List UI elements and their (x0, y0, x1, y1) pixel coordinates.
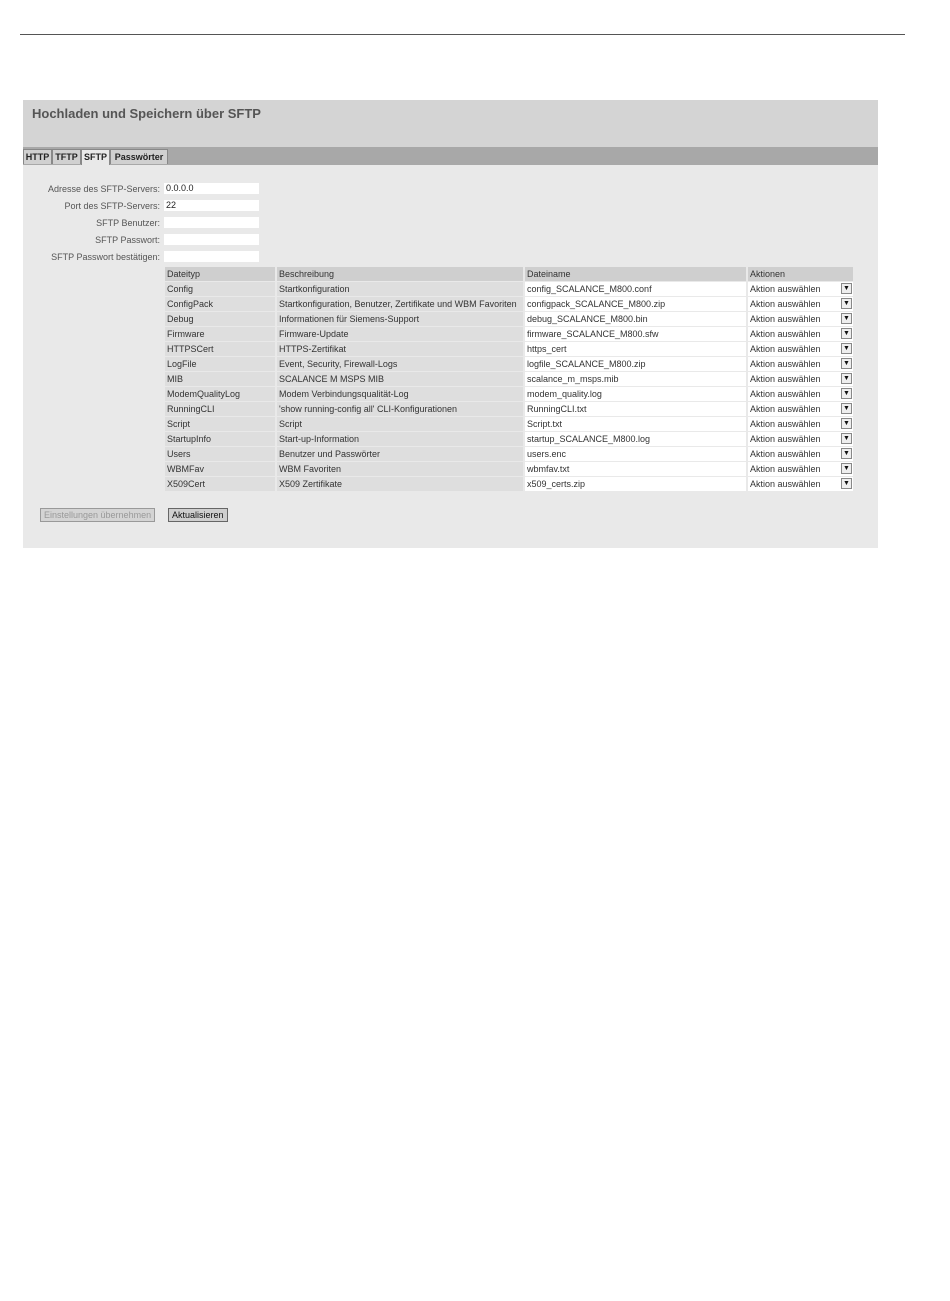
action-select-value: Aktion auswählen (750, 419, 821, 429)
description-cell: Firmware-Update (277, 327, 523, 341)
table-row (165, 282, 853, 296)
action-select-value: Aktion auswählen (750, 404, 821, 414)
page-top-rule (20, 34, 905, 35)
table-row (165, 297, 853, 311)
tab-tftp[interactable]: TFTP (52, 149, 81, 164)
action-select-value: Aktion auswählen (750, 359, 821, 369)
chevron-down-icon[interactable]: ▼ (841, 478, 852, 489)
file-type-cell: ConfigPack (165, 297, 275, 311)
file-type-cell: StartupInfo (165, 432, 275, 446)
table-row (165, 447, 853, 461)
file-type-cell: Script (165, 417, 275, 431)
chevron-down-icon[interactable]: ▼ (841, 448, 852, 459)
sftp-password-confirm-input[interactable] (164, 251, 259, 262)
table-header-row (165, 267, 853, 281)
action-select[interactable] (748, 387, 853, 401)
action-select[interactable] (748, 417, 853, 431)
description-cell: Benutzer und Passwörter (277, 447, 523, 461)
file-type-cell: Users (165, 447, 275, 461)
table-row (165, 417, 853, 431)
table-row (165, 327, 853, 341)
sftp-password-confirm-label: SFTP Passwort bestätigen: (51, 252, 160, 262)
header-aktionen: Aktionen (748, 267, 853, 281)
action-select-value: Aktion auswählen (750, 449, 821, 459)
description-cell: Event, Security, Firewall-Logs (277, 357, 523, 371)
filename-input[interactable]: scalance_m_msps.mib (525, 372, 746, 386)
action-select[interactable] (748, 327, 853, 341)
action-select[interactable] (748, 357, 853, 371)
file-type-cell: LogFile (165, 357, 275, 371)
table-row (165, 357, 853, 371)
filename-input[interactable]: x509_certs.zip (525, 477, 746, 491)
panel-header (23, 100, 878, 147)
filename-input[interactable]: RunningCLI.txt (525, 402, 746, 416)
chevron-down-icon[interactable]: ▼ (841, 313, 852, 324)
action-select[interactable] (748, 297, 853, 311)
server-address-label: Adresse des SFTP-Servers: (47, 184, 160, 194)
sftp-panel (23, 100, 878, 548)
filename-input[interactable]: wbmfav.txt (525, 462, 746, 476)
description-cell: Startkonfiguration (277, 282, 523, 296)
sftp-user-input[interactable] (164, 217, 259, 228)
server-port-label: Port des SFTP-Servers: (64, 201, 160, 211)
description-cell: 'show running-config all' CLI-Konfigurationen (277, 402, 523, 416)
table-row (165, 387, 853, 401)
server-port-input[interactable] (164, 200, 259, 211)
file-type-cell: RunningCLI (165, 402, 275, 416)
filename-input[interactable]: startup_SCALANCE_M800.log (525, 432, 746, 446)
chevron-down-icon[interactable]: ▼ (841, 403, 852, 414)
tab-bar (23, 147, 878, 165)
description-cell: Informationen für Siemens-Support (277, 312, 523, 326)
sftp-password-input[interactable] (164, 234, 259, 245)
filename-input[interactable]: config_SCALANCE_M800.conf (525, 282, 746, 296)
chevron-down-icon[interactable]: ▼ (841, 388, 852, 399)
header-dateityp: Dateityp (165, 267, 275, 281)
action-select-value: Aktion auswählen (750, 479, 821, 489)
table-row (165, 342, 853, 356)
filename-input[interactable]: firmware_SCALANCE_M800.sfw (525, 327, 746, 341)
chevron-down-icon[interactable]: ▼ (841, 358, 852, 369)
action-select-value: Aktion auswählen (750, 314, 821, 324)
table-row (165, 372, 853, 386)
action-select[interactable] (748, 342, 853, 356)
tab-http[interactable]: HTTP (23, 149, 52, 164)
sftp-password-label: SFTP Passwort: (95, 235, 160, 245)
filename-input[interactable]: configpack_SCALANCE_M800.zip (525, 297, 746, 311)
description-cell: X509 Zertifikate (277, 477, 523, 491)
action-select[interactable] (748, 312, 853, 326)
filename-input[interactable]: modem_quality.log (525, 387, 746, 401)
action-select-value: Aktion auswählen (750, 344, 821, 354)
tab-passwoerter[interactable]: Passwörter (110, 149, 168, 164)
action-select[interactable] (748, 372, 853, 386)
description-cell: HTTPS-Zertifikat (277, 342, 523, 356)
action-select-value: Aktion auswählen (750, 389, 821, 399)
file-type-cell: X509Cert (165, 477, 275, 491)
action-select-value: Aktion auswählen (750, 299, 821, 309)
server-address-input[interactable] (164, 183, 259, 194)
description-cell: WBM Favoriten (277, 462, 523, 476)
action-select-value: Aktion auswählen (750, 284, 821, 294)
table-row (165, 312, 853, 326)
action-select[interactable] (748, 462, 853, 476)
file-type-cell: HTTPSCert (165, 342, 275, 356)
action-select-value: Aktion auswählen (750, 329, 821, 339)
action-select[interactable] (748, 402, 853, 416)
action-select[interactable] (748, 282, 853, 296)
action-select[interactable] (748, 477, 853, 491)
chevron-down-icon[interactable]: ▼ (841, 298, 852, 309)
tab-sftp[interactable]: SFTP (81, 149, 110, 165)
header-beschreibung: Beschreibung (277, 267, 523, 281)
action-select[interactable] (748, 447, 853, 461)
file-type-cell: Debug (165, 312, 275, 326)
description-cell: Modem Verbindungsqualität-Log (277, 387, 523, 401)
filename-input[interactable]: users.enc (525, 447, 746, 461)
chevron-down-icon[interactable]: ▼ (841, 328, 852, 339)
action-select-value: Aktion auswählen (750, 374, 821, 384)
filename-input[interactable]: debug_SCALANCE_M800.bin (525, 312, 746, 326)
header-dateiname: Dateiname (525, 267, 746, 281)
file-type-cell: Firmware (165, 327, 275, 341)
chevron-down-icon[interactable]: ▼ (841, 418, 852, 429)
filename-input[interactable]: https_cert (525, 342, 746, 356)
file-type-cell: Config (165, 282, 275, 296)
chevron-down-icon[interactable]: ▼ (841, 283, 852, 294)
description-cell: Startkonfiguration, Benutzer, Zertifikate und WBM Favoriten (277, 297, 523, 311)
table-row (165, 462, 853, 476)
description-cell: SCALANCE M MSPS MIB (277, 372, 523, 386)
action-select-value: Aktion auswählen (750, 434, 821, 444)
file-type-cell: WBMFav (165, 462, 275, 476)
apply-settings-button[interactable]: Einstellungen übernehmen (40, 508, 155, 522)
action-select[interactable] (748, 432, 853, 446)
description-cell: Script (277, 417, 523, 431)
chevron-down-icon[interactable]: ▼ (841, 343, 852, 354)
refresh-button[interactable]: Aktualisieren (168, 508, 228, 522)
description-cell: Start-up-Information (277, 432, 523, 446)
table-row (165, 432, 853, 446)
chevron-down-icon[interactable]: ▼ (841, 433, 852, 444)
page-title: Hochladen und Speichern über SFTP (32, 106, 261, 121)
chevron-down-icon[interactable]: ▼ (841, 373, 852, 384)
table-row (165, 402, 853, 416)
chevron-down-icon[interactable]: ▼ (841, 463, 852, 474)
file-type-cell: ModemQualityLog (165, 387, 275, 401)
action-select-value: Aktion auswählen (750, 464, 821, 474)
file-type-cell: MIB (165, 372, 275, 386)
sftp-user-label: SFTP Benutzer: (96, 218, 160, 228)
table-row (165, 477, 853, 491)
filename-input[interactable]: logfile_SCALANCE_M800.zip (525, 357, 746, 371)
filename-input[interactable]: Script.txt (525, 417, 746, 431)
